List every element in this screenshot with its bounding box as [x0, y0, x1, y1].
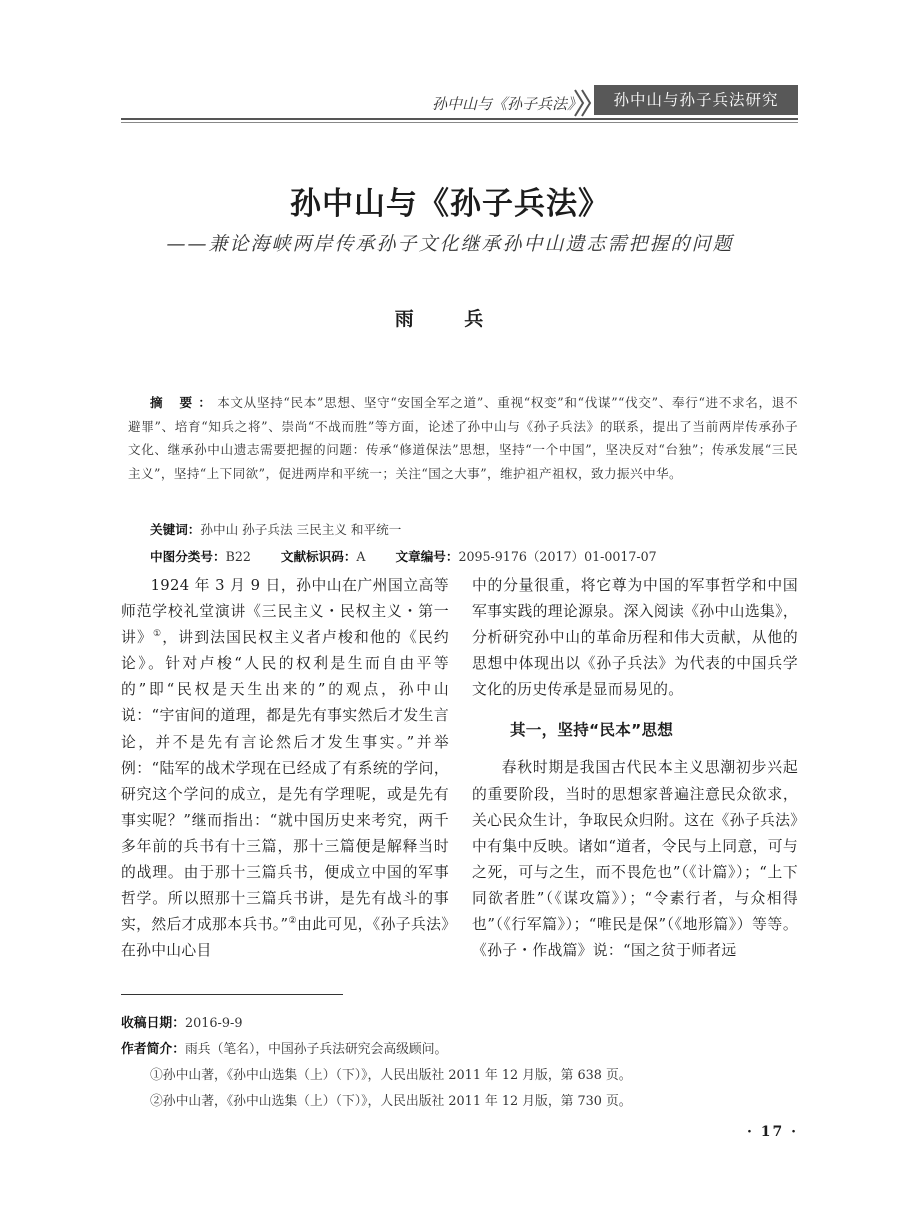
footnote-rule [121, 994, 343, 995]
article-number-label: 文章编号： [395, 549, 459, 564]
body-paragraph: 春秋时期是我国古代民本主义思潮初步兴起的重要阶段，当时的思想家普遍注意民众欲求，关心民众生计，争取民众归附。这在《孙子兵法》中有集中反映。诸如“道者，令民与上同意，可与之死，可与之生，而不畏危也”（《计篇》）；“上下同欲者胜”（《谋攻篇》）；“令素行者，与众相得也”（《行军篇》）；“唯民是保”（《地形篇》）等等。《孙子・作战篇》说：“国之贫于师者远 [472, 759, 798, 960]
article-subtitle: ——兼论海峡两岸传承孙子文化继承孙中山遗志需把握的问题 [166, 233, 734, 255]
author-bio-label: 作者简介： [121, 1042, 185, 1057]
running-header-left: 孙中山与《孙子兵法》 [431, 95, 582, 113]
body-paragraph [121, 573, 449, 964]
running-header-section-box: 孙中山与孙子兵法研究 [594, 85, 798, 115]
keywords-label: 关键词： [150, 522, 201, 537]
keywords [150, 519, 800, 538]
body-paragraph: 中的分量很重，将它尊为中国的军事哲学和中国军事实践的理论源泉。深入阅读《孙中山选集》，分析研究孙中山的革命历程和伟大贡献，从他的思想中体现出以《孙子兵法》为代表的中国兵学文化的历史传承是显而易见的。 [472, 577, 798, 699]
abstract-label: 摘 要： [150, 395, 218, 410]
chevron-arrow-icon [573, 86, 593, 120]
abstract-text: 本文从坚持“民本”思想、坚守“安国全军之道”、重视“权变”和“伐谋”“伐交”、奉行“进不求名，退不避罪”、培育“知兵之将”、崇尚“不战而胜”等方面，论述了孙中山与《孙子兵法》的联系，提出了当前两岸传承孙子文化、继承孙中山遗志需要把握的问题：传承“修道保法”思想，坚持“一个中国”，坚决反对“台独”；传承发展“三民主义”，坚持“上下同欲”，促进两岸和平统一；关注“国之大事”，维护祖产祖权，致力振兴中华。 [128, 395, 799, 481]
body-column-right [472, 573, 798, 964]
received-label: 收稿日期： [121, 1016, 185, 1031]
body-text: 由此可见，《孙子兵法》在孙中山心目 [121, 916, 449, 960]
body-column-left [121, 573, 449, 964]
body-text: 1924 年 3 月 9 日，孙中山在广州国立高等师范学校礼堂演讲《三民主义・民权主义・第一讲》 [121, 577, 449, 647]
footnote-1: ①孙中山著，《孙中山选集（上）（下）》，人民出版社 2011 年 12 月版，第 638 页。 [150, 1068, 632, 1083]
clc-label: 中图分类号： [150, 549, 226, 564]
body-text: ，讲到法国民权主义者卢梭和他的《民约论》。针对卢梭“人民的权利是生而自由平等的”即“民权是天生出来的”的观点，孙中山说：“宇宙间的道理，都是先有事实然后才发生言论，并不是先有言论然后才发生事实。”并举例：“陆军的战术学现在已经成了有系统的学问，研究这个学问的成立，是先有学理呢，或是先有事实呢？”继而指出：“就中国历史来考究，两千多年前的兵书有十三篇，那十三篇便是解释当时的战理。由于那十三篇兵书，便成立中国的军事哲学。所以照那十三篇兵书讲，是先有战斗的事实，然后才成那本兵书。” [121, 629, 450, 934]
received-value: 2016-9-9 [184, 1016, 243, 1031]
received-date [121, 1012, 798, 1031]
footnote-ref: ② [288, 916, 297, 927]
page-number: · 17 · [747, 1124, 798, 1140]
footnote-ref: ① [152, 629, 163, 640]
keywords-text: 孙中山 孙子兵法 三民主义 和平统一 [200, 522, 402, 537]
classification-line [150, 546, 800, 565]
footnote-2: ②孙中山著，《孙中山选集（上）（下）》，人民出版社 2011 年 12 月版，第 730 页。 [150, 1094, 632, 1109]
abstract [128, 391, 798, 485]
doc-code-label: 文献标识码： [280, 549, 357, 564]
author-bio [121, 1038, 798, 1057]
section-heading: 其一，坚持“民本”思想 [510, 721, 674, 740]
doc-code-value: A [356, 549, 366, 564]
header-rule-thin [121, 122, 798, 123]
clc-value: B22 [225, 549, 251, 564]
article-title: 孙中山与《孙子兵法》 [290, 186, 610, 222]
article-author: 雨 兵 [394, 308, 506, 330]
header-rule [121, 118, 798, 120]
author-bio-value: 雨兵（笔名），中国孙子兵法研究会高级顾问。 [184, 1042, 448, 1057]
article-number-value: 2095-9176（2017）01-0017-07 [458, 549, 657, 564]
